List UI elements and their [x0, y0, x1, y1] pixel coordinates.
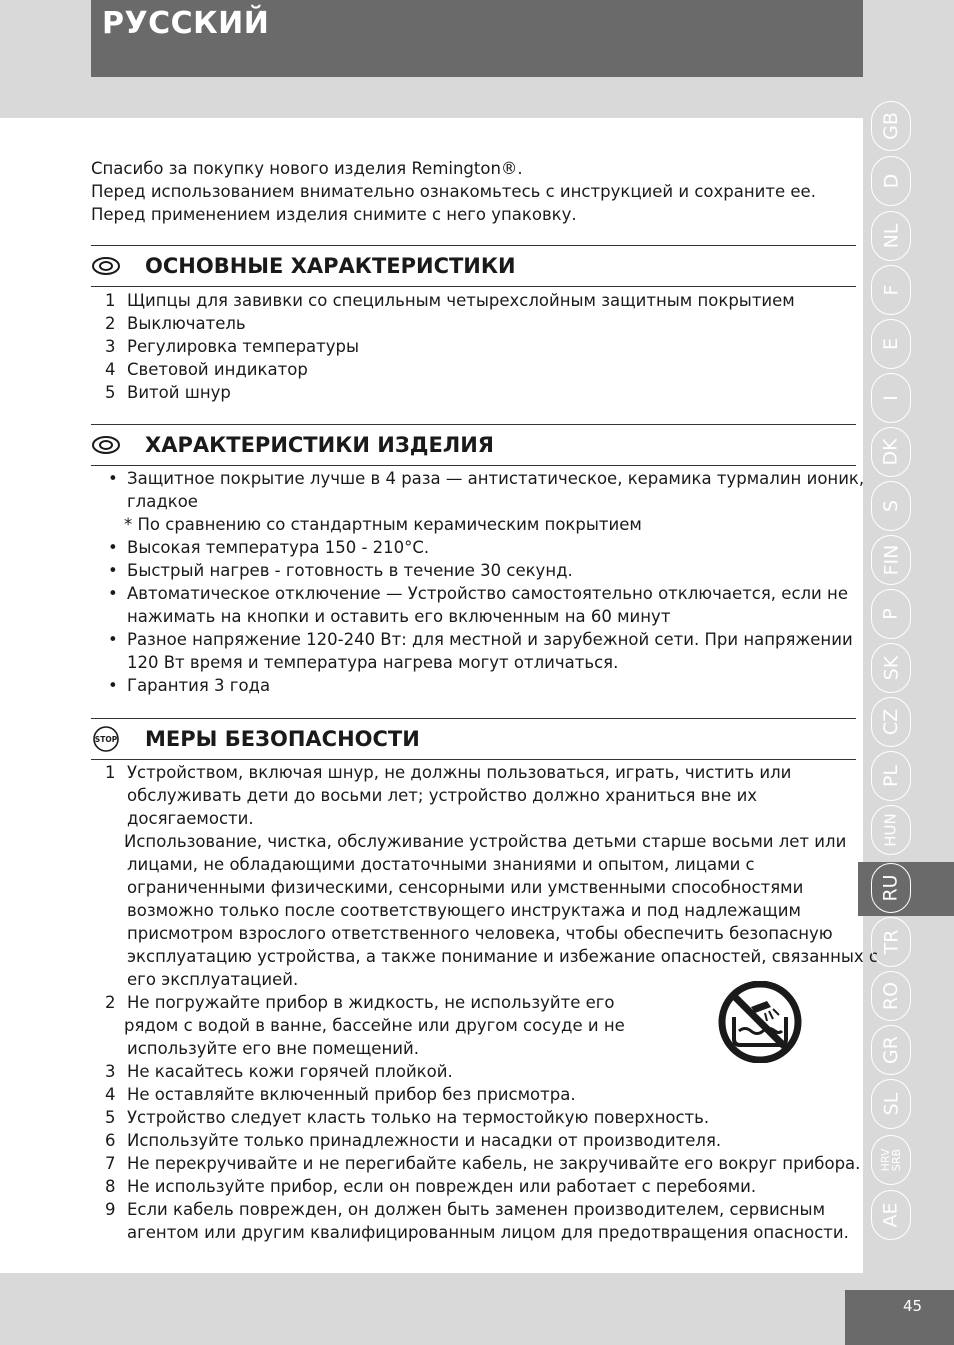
list-item-continued: обслуживать дети до восьми лет; устройство должно храниться вне их: [127, 786, 758, 805]
no-water-warning-icon: [717, 981, 803, 1063]
lang-tab-ru[interactable]: RU: [871, 863, 911, 913]
lang-tab-f[interactable]: F: [871, 265, 911, 315]
lang-tab-sl[interactable]: SL: [871, 1079, 911, 1129]
section-main-features-header: [91, 245, 856, 287]
lang-tab-hun[interactable]: HUN: [871, 805, 911, 855]
paragraph-line: Использование, чистка, обслуживание устройства детьми старше восьми лет или: [124, 832, 847, 851]
list-item: • Защитное покрытие лучше в 4 раза — антистатическое, керамика турмалин ионик,: [108, 469, 865, 488]
paragraph-line: присмотром взрослого ответственного человека, чтобы обеспечить безопасную: [127, 924, 833, 943]
lang-tab-dk[interactable]: DK: [871, 427, 911, 477]
footnote: * По сравнению со стандартным керамическим покрытием: [124, 515, 642, 534]
intro-line: Перед применением изделия снимите с него упаковку.: [91, 205, 577, 224]
list-item: • Быстрый нагрев - готовность в течение 30 секунд.: [108, 561, 573, 580]
list-item: 1 Щипцы для завивки со специльным четырехслойным защитным покрытием: [105, 291, 795, 310]
list-item: 1 Устройством, включая шнур, не должны пользоваться, играть, чистить или: [105, 763, 792, 782]
list-item: • Гарантия 3 года: [108, 676, 271, 695]
paragraph-line: его эксплуатацией.: [127, 970, 299, 989]
lang-tab-pl[interactable]: PL: [871, 751, 911, 801]
list-item: 5 Устройство следует класть только на термостойкую поверхность.: [105, 1108, 710, 1127]
list-item-continued: используйте его вне помещений.: [127, 1039, 419, 1058]
header-bar: [91, 0, 863, 77]
lang-tab-i[interactable]: I: [871, 373, 911, 423]
eye-icon: [91, 254, 121, 278]
list-item: 4 Световой индикатор: [105, 360, 308, 379]
page-title: РУССКИЙ: [102, 6, 270, 41]
list-item: 4 Не оставляйте включенный прибор без присмотра.: [105, 1085, 576, 1104]
lang-tab-nl[interactable]: NL: [871, 211, 911, 261]
svg-text:STOP: STOP: [94, 735, 118, 744]
list-item: 7 Не перекручивайте и не перегибайте кабель, не закручивайте его вокруг прибора.: [105, 1154, 861, 1173]
list-item-continued: 120 Вт время и температура нагрева могут отличаться.: [127, 653, 619, 672]
lang-tab-sk[interactable]: SK: [871, 643, 911, 693]
lang-tab-cz[interactable]: CZ: [871, 697, 911, 747]
list-item-continued: нажимать на кнопки и оставить его включенным на 60 минут: [127, 607, 671, 626]
list-item: 9 Если кабель поврежден, он должен быть заменен производителем, сервисным: [105, 1200, 826, 1219]
page-number: 45: [903, 1297, 923, 1315]
list-item-continued: досягаемости.: [127, 809, 254, 828]
lang-tab-tr[interactable]: TR: [871, 917, 911, 967]
language-sidebar: [868, 100, 914, 1245]
lang-tab-ae[interactable]: AE: [871, 1190, 911, 1240]
lang-tab-gb[interactable]: GB: [871, 101, 911, 151]
lang-tab-hrv-srb[interactable]: HRV SRB: [871, 1135, 911, 1185]
list-item-continued: рядом с водой в ванне, бассейне или другом сосуде и не: [124, 1016, 625, 1035]
list-item: • Разное напряжение 120-240 Вт: для местной и зарубежной сети. При напряжении: [108, 630, 853, 649]
section-title: ХАРАКТЕРИСТИКИ ИЗДЕЛИЯ: [145, 433, 494, 457]
list-item: 3 Не касайтесь кожи горячей плойкой.: [105, 1062, 453, 1081]
paragraph-line: эксплуатацию устройства, а также понимание и избежание опасностей, связанных с: [127, 947, 878, 966]
section-title: ОСНОВНЫЕ ХАРАКТЕРИСТИКИ: [145, 254, 516, 278]
paragraph-line: ограниченными физическими, сенсорными или умственными способностями: [127, 878, 804, 897]
intro-text: [91, 157, 816, 226]
stop-sign-icon: [91, 726, 121, 752]
intro-line: Перед использованием внимательно ознакомьтесь с инструкцией и сохраните ее.: [91, 182, 816, 201]
lang-tab-fin[interactable]: FIN: [871, 535, 911, 585]
main-features-list: [91, 289, 856, 404]
page-content: [0, 118, 878, 1273]
lang-tab-s[interactable]: S: [871, 481, 911, 531]
list-item: 5 Витой шнур: [105, 383, 231, 402]
list-item: • Высокая температура 150 - 210°C.: [108, 538, 430, 557]
list-item: 6 Используйте только принадлежности и насадки от производителя.: [105, 1131, 722, 1150]
lang-tab-p[interactable]: P: [871, 589, 911, 639]
paragraph-line: лицами, не обладающими достаточными знаниями и опытом, лицами с: [127, 855, 755, 874]
product-features-list: [91, 467, 865, 697]
section-title: МЕРЫ БЕЗОПАСНОСТИ: [145, 727, 420, 751]
lang-tab-d[interactable]: D: [871, 156, 911, 206]
list-item-continued: агентом или другим квалифицированным лицом для предотвращения опасности.: [127, 1223, 849, 1242]
lang-tab-gr[interactable]: GR: [871, 1025, 911, 1075]
lang-tab-e[interactable]: E: [871, 319, 911, 369]
section-product-features-header: [91, 424, 856, 466]
paragraph-line: возможно только после соответствующего инструктажа и под надлежащим: [127, 901, 801, 920]
list-item-continued: гладкое: [127, 492, 198, 511]
intro-line: Спасибо за покупку нового изделия Remington®.: [91, 159, 523, 178]
page-number-box: [845, 1290, 954, 1345]
list-item: 2 Не погружайте прибор в жидкость, не используйте его: [105, 993, 615, 1012]
list-item: 3 Регулировка температуры: [105, 337, 360, 356]
list-item: • Автоматическое отключение — Устройство самостоятельно отключается, если не: [108, 584, 848, 603]
list-item: 8 Не используйте прибор, если он поврежден или работает с перебоями.: [105, 1177, 757, 1196]
list-item: 2 Выключатель: [105, 314, 246, 333]
section-safety-header: [91, 718, 856, 760]
lang-tab-ro[interactable]: RO: [871, 971, 911, 1021]
eye-icon: [91, 433, 121, 457]
